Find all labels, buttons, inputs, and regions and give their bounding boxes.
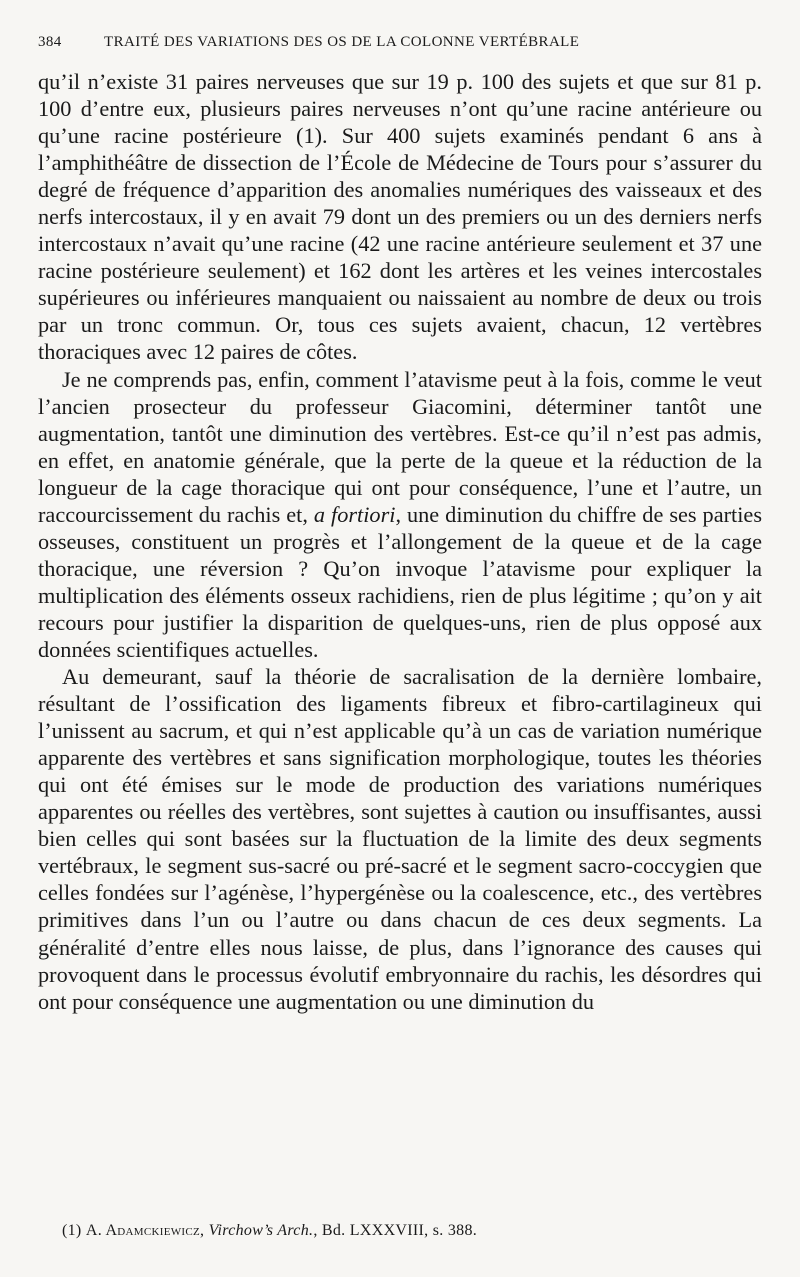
running-title: TRAITÉ DES VARIATIONS DES OS DE LA COLONNE VERTÉBRALE (104, 34, 580, 50)
paragraph (38, 663, 762, 1015)
paragraph-text: Je ne comprends pas, enfin, comment l’atavisme peut à la fois, comme le veut l’ancien prosecteur du professeur Giacomini, déterminer tantôt une augmentation, tantôt une diminution des vertèbres. Est-ce qu’il n’est pas admis, en effet, en anatomie générale, que la perte de la queue et la réduction de la longueur de la cage thoracique qui ont pour conséquence, l’une et l’autre, un raccourcissement du rachis et, (38, 366, 762, 527)
footnote-marker: (1) (62, 1222, 82, 1239)
paragraph-text: Au demeurant, sauf la théorie de sacralisation de la dernière lombaire, résultant de l’ossification des ligaments fibreux et fibro-cartilagineux qui l’unissent au sacrum, et qui n’est applicable qu’à un cas de variation numérique apparente des vertèbres et sans signification morphologique, toutes les théories qui ont été émises sur le mode de production des variations numériques apparentes ou réelles des vertèbres, sont sujettes à caution ou insuffisantes, aussi bien celles qui sont basées sur la fluctuation de la limite des deux segments vertébraux, le segment sus-sacré ou pré-sacré et le segment sacro-coccygien que celles fondées sur l’agénèse, l’hypergénèse ou la coalescence, etc., des vertèbres primitives dans l’un ou l’autre ou dans chacun de ces deux segments. La généralité d’entre elles nous laisse, de plus, dans l’ignorance des causes qui provoquent dans le processus évolutif embryonnaire du rachis, les désordres qui ont pour conséquence une augmentation ou une diminution du (38, 664, 762, 1014)
footnote-citation: , Bd. LXXXVIII, s. 388. (313, 1222, 478, 1239)
running-header (38, 34, 762, 58)
body-text (38, 68, 762, 1015)
footnote-author: A. Adamckiewicz, (85, 1222, 205, 1239)
paragraph-text: qu’il n’existe 31 paires nerveuses que sur 19 p. 100 des sujets et que sur 81 p. 100 d’entre eux, plusieurs paires nerveuses n’ont qu’une racine antérieure ou qu’une racine postérieure (1). Sur 400 sujets examinés pendant 6 ans à l’amphithéâtre de dissection de l’École de Médecine de Tours pour s’assurer du degré de fréquence d’apparition des anomalies numériques des vaisseaux et des nerfs intercostaux, il y en avait 79 dont un des premiers ou un des derniers nerfs intercostaux n’avait qu’une racine (42 une racine antérieure seulement et 37 une racine postérieure seulement) et 162 dont les artères et les veines intercostales supérieures ou inférieures manquaient ou naissaient au nombre de deux ou trois par un tronc commun. Or, tous ces sujets avaient, chacun, 12 vertèbres thoraciques avec 12 paires de côtes. (38, 69, 762, 365)
page-number: 384 (38, 34, 62, 50)
footnote (62, 1222, 762, 1240)
paragraph-text: , une diminution du chiffre de ses parties osseuses, constituent un progrès et l’allongement de la queue et de la cage thoracique, une réversion ? Qu’on invoque l’atavisme pour expliquer la multiplication des éléments osseux rachidiens, rien de plus légitime ; qu’on y ait recours pour justifier la disparition de quelques-uns, rien de plus opposé aux données scientifiques actuelles. (38, 501, 762, 662)
italic-phrase: a fortiori (313, 501, 396, 527)
paragraph (38, 366, 762, 664)
footnote-journal: Virchow’s Arch. (208, 1222, 314, 1239)
paragraph (38, 68, 762, 366)
